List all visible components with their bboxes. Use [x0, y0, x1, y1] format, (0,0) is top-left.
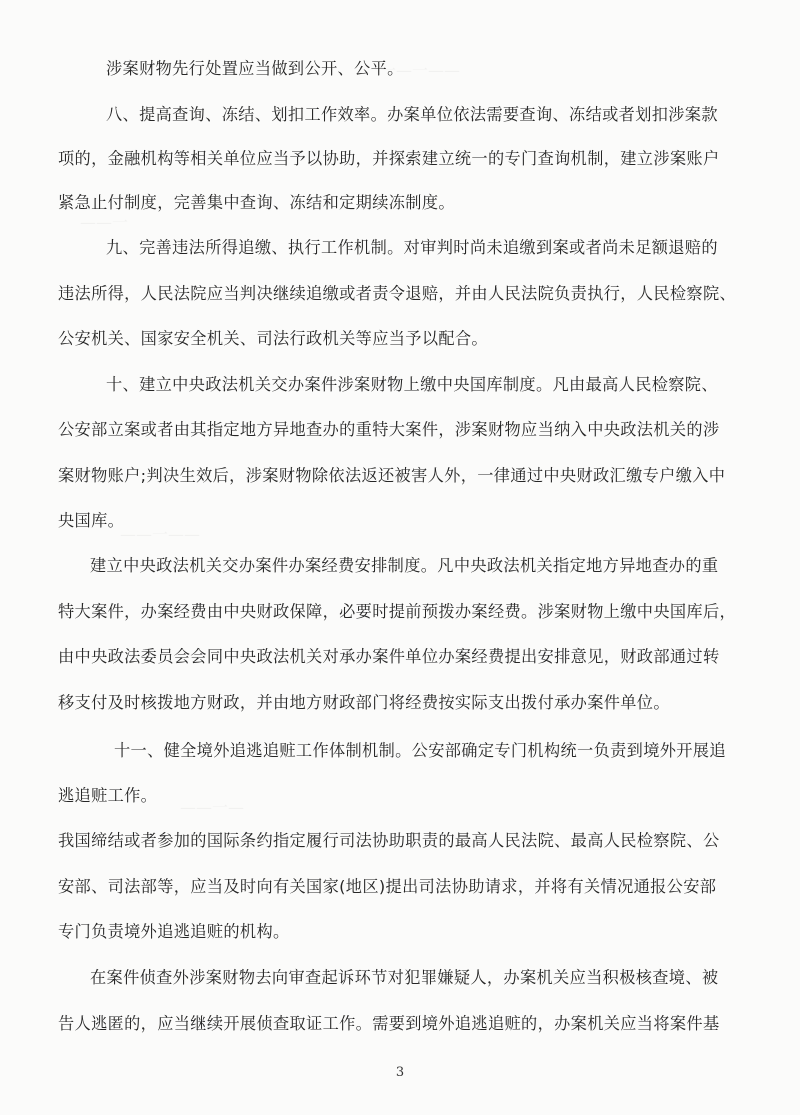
paragraph-line: 在案件侦查外涉案财物去向审查起诉环节对犯罪嫌疑人，办案机关应当积极核查境、被 — [90, 968, 719, 987]
page-number: 3 — [395, 1065, 405, 1080]
paragraph-line: 违法所得，人民法院应当判决继续追缴或者责令退赔，并由人民法院负责执行，人民检察院、 — [58, 284, 737, 303]
paragraph-line: 逃追赃工作。 — [58, 786, 158, 805]
paragraph-line: 建立中央政法机关交办案件办案经费安排制度。凡中央政法机关指定地方异地查办的重 — [90, 556, 719, 575]
paragraph-line: 案财物账户;判决生效后，涉案财物除依法返还被害人外，一律通过中央财政汇缴专户缴入中 — [58, 466, 726, 485]
paragraph-line: 项的，金融机构等相关单位应当予以协助，并探索建立统一的专门查询机制，建立涉案账户 — [58, 149, 720, 168]
paragraph-line: 由中央政法委员会会同中央政法机关对承办案件单位办案经费提出安排意见，财政部通过转 — [58, 647, 720, 666]
paragraph-line: 十一、健全境外追逃追赃工作体制机制。公安部确定专门机构统一负责到境外开展追 — [114, 741, 726, 760]
paragraph-line: 安部、司法部等，应当及时向有关国家(地区)提出司法协助请求，并将有关情况通报公安部 — [58, 877, 717, 896]
paragraph-line: 特大案件，办案经费由中央财政保障，必要时提前预拨办案经费。涉案财物上缴中央国库后， — [58, 602, 737, 621]
paragraph-line: 八、提高查询、冻结、划扣工作效率。办案单位依法需要查询、冻结或者划扣涉案款 — [106, 105, 718, 124]
paragraph-line: 九、完善违法所得追缴、执行工作机制。对审判时尚未追缴到案或者尚未足额退赔的 — [106, 238, 718, 257]
paragraph-line: 紧急止付制度，完善集中查询、冻结和定期续冻制度。 — [58, 193, 455, 212]
bleed-through-mark: ——一—— — [120, 525, 201, 544]
paragraph-line: 公安部立案或者由其指定地方异地查办的重特大案件，涉案财物应当纳入中央政法机关的涉 — [58, 420, 720, 439]
paragraph-line: 涉案财物先行处置应当做到公开、公平。 — [106, 59, 404, 78]
bleed-through-mark: ——一 — [80, 213, 129, 232]
paragraph-line: 十、建立中央政法机关交办案件涉案财物上缴中央国库制度。凡由最高人民检察院、 — [106, 375, 718, 394]
paragraph-line: 央国库。 — [58, 511, 125, 530]
paragraph-line: 告人逃匿的，应当继续开展侦查取证工作。需要到境外追逃追赃的，办案机关应当将案件基 — [58, 1014, 720, 1033]
bleed-through-mark: 一—一—— — [380, 61, 461, 80]
paragraph-line: 公安机关、国家安全机关、司法行政机关等应当予以配合。 — [58, 329, 488, 348]
paragraph-line: 移支付及时核拨地方财政，并由地方财政部门将经费按实际支出拨付承办案件单位。 — [58, 693, 670, 712]
bleed-through-mark: ——一— — [180, 798, 245, 817]
paragraph-line: 专门负责境外追逃追赃的机构。 — [58, 922, 290, 941]
paragraph-line: 我国缔结或者参加的国际条约指定履行司法协助职责的最高人民法院、最高人民检察院、公 — [58, 831, 720, 850]
